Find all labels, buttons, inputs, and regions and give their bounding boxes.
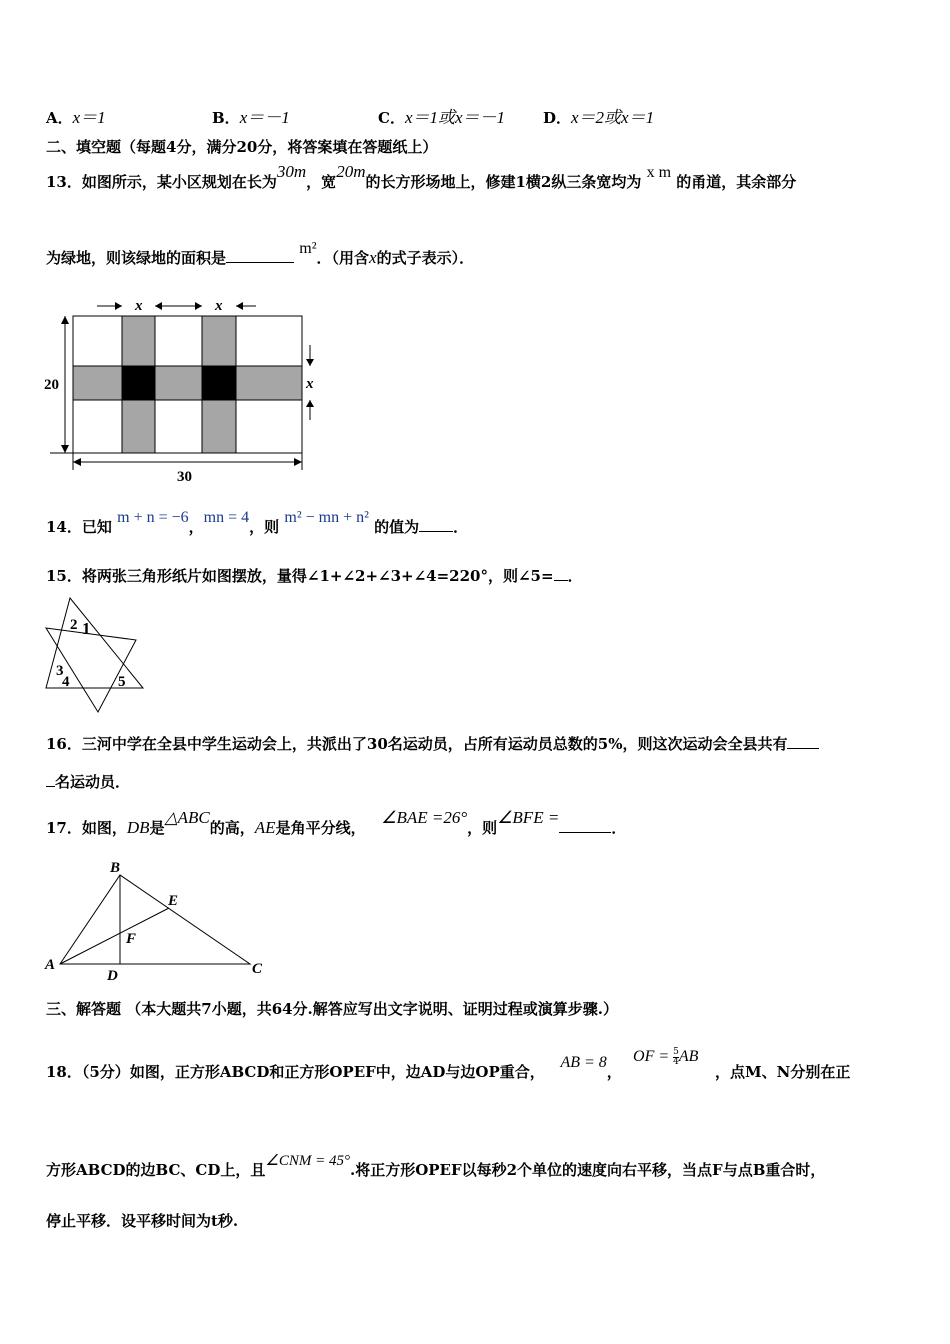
option-d: D．x＝2或x＝1 (543, 108, 655, 127)
option-b: B．x＝－1 (212, 108, 290, 127)
angle-label-1: 1 (82, 619, 91, 638)
horizontal-road (73, 366, 302, 400)
q16-line2: 名运动员． (46, 772, 130, 792)
angle-label-2: 2 (70, 617, 78, 633)
angle-label-3: 3 (56, 663, 64, 679)
answer-blank[interactable] (226, 248, 294, 263)
option-a: A．x＝1 (46, 108, 106, 127)
of-expression: OF = $\frac{5}{4}$ AB (633, 1046, 699, 1067)
q18-line2: 方形ABCD的边BC、CD上，且∠CNM = 45°.将正方形OPEF以每秒2个单位的速度向右平移，当点F与点B重合时， (46, 1153, 826, 1179)
q14-line: 14．已知 m + n = −6，mn = 4，则 m² − mn + n² 的值为 ． (46, 509, 469, 536)
section-3-title: 三、解答题 （本大题共7小题，共64分.解答应写出文字说明、证明过程或演算步骤.） (46, 1000, 619, 1018)
point-f-label: F (126, 931, 137, 947)
q13-rectangle-figure (40, 290, 330, 490)
q17-triangle-figure (40, 855, 280, 985)
angle-label-5: 5 (118, 674, 126, 690)
point-b-label: B (110, 860, 121, 876)
q18-line1: 18．（5分）如图，正方形ABCD和正方形OPEF中，边AD与边OP重合， AB = 8， OF = $\frac{5}{4}$ AB，点M、N分别在正 (46, 1046, 851, 1081)
q18-line3: 停止平移．设平移时间为t秒. (46, 1212, 239, 1230)
q17-line: 17．如图，DB是△ABC的高，AE是角平分线， ∠BAE =26°，则∠BFE =． (46, 808, 627, 837)
point-d-label: D (107, 968, 118, 984)
q15-triangles-figure (40, 592, 150, 716)
point-a-label: A (45, 957, 56, 973)
answer-blank[interactable] (419, 517, 453, 532)
crossing-1 (122, 366, 155, 400)
point-e-label: E (168, 893, 179, 909)
answer-blank[interactable] (787, 734, 819, 749)
top-x-label-1: x (135, 298, 143, 314)
crossing-2 (202, 366, 236, 400)
answer-blank[interactable] (554, 566, 568, 581)
width-label: 30 (177, 469, 192, 485)
option-c: C．x＝1或x＝－1 (378, 108, 506, 127)
right-x-label: x (306, 376, 314, 392)
q13-line1: 13．如图所示，某小区规划在长为30m，宽20m的长方形场地上，修建1横2纵三条宽均为 x m 的甬道，其余部分 (46, 162, 797, 191)
q16-line1: 16．三河中学在全县中学生运动会上，共派出了30名运动员，占所有运动员总数的5%，则这次运动会全县共有 (46, 734, 819, 754)
angle-label-4: 4 (62, 674, 70, 690)
top-x-label-2: x (215, 298, 223, 314)
q15-line: 15．将两张三角形纸片如图摆放，量得∠1+∠2+∠3+∠4=220°，则∠5= ． (46, 567, 583, 585)
section-2-title: 二、填空题（每题4分，满分20分，将答案填在答题纸上） (46, 138, 438, 156)
bisector-ae (60, 908, 169, 964)
answer-blank[interactable] (559, 818, 611, 833)
point-c-label: C (252, 961, 263, 977)
height-label: 20 (44, 377, 59, 393)
triangle-abc (60, 875, 250, 964)
q13-line2: 为绿地，则该绿地的面积是 m²．（用含x的式子表示）． (46, 240, 475, 267)
